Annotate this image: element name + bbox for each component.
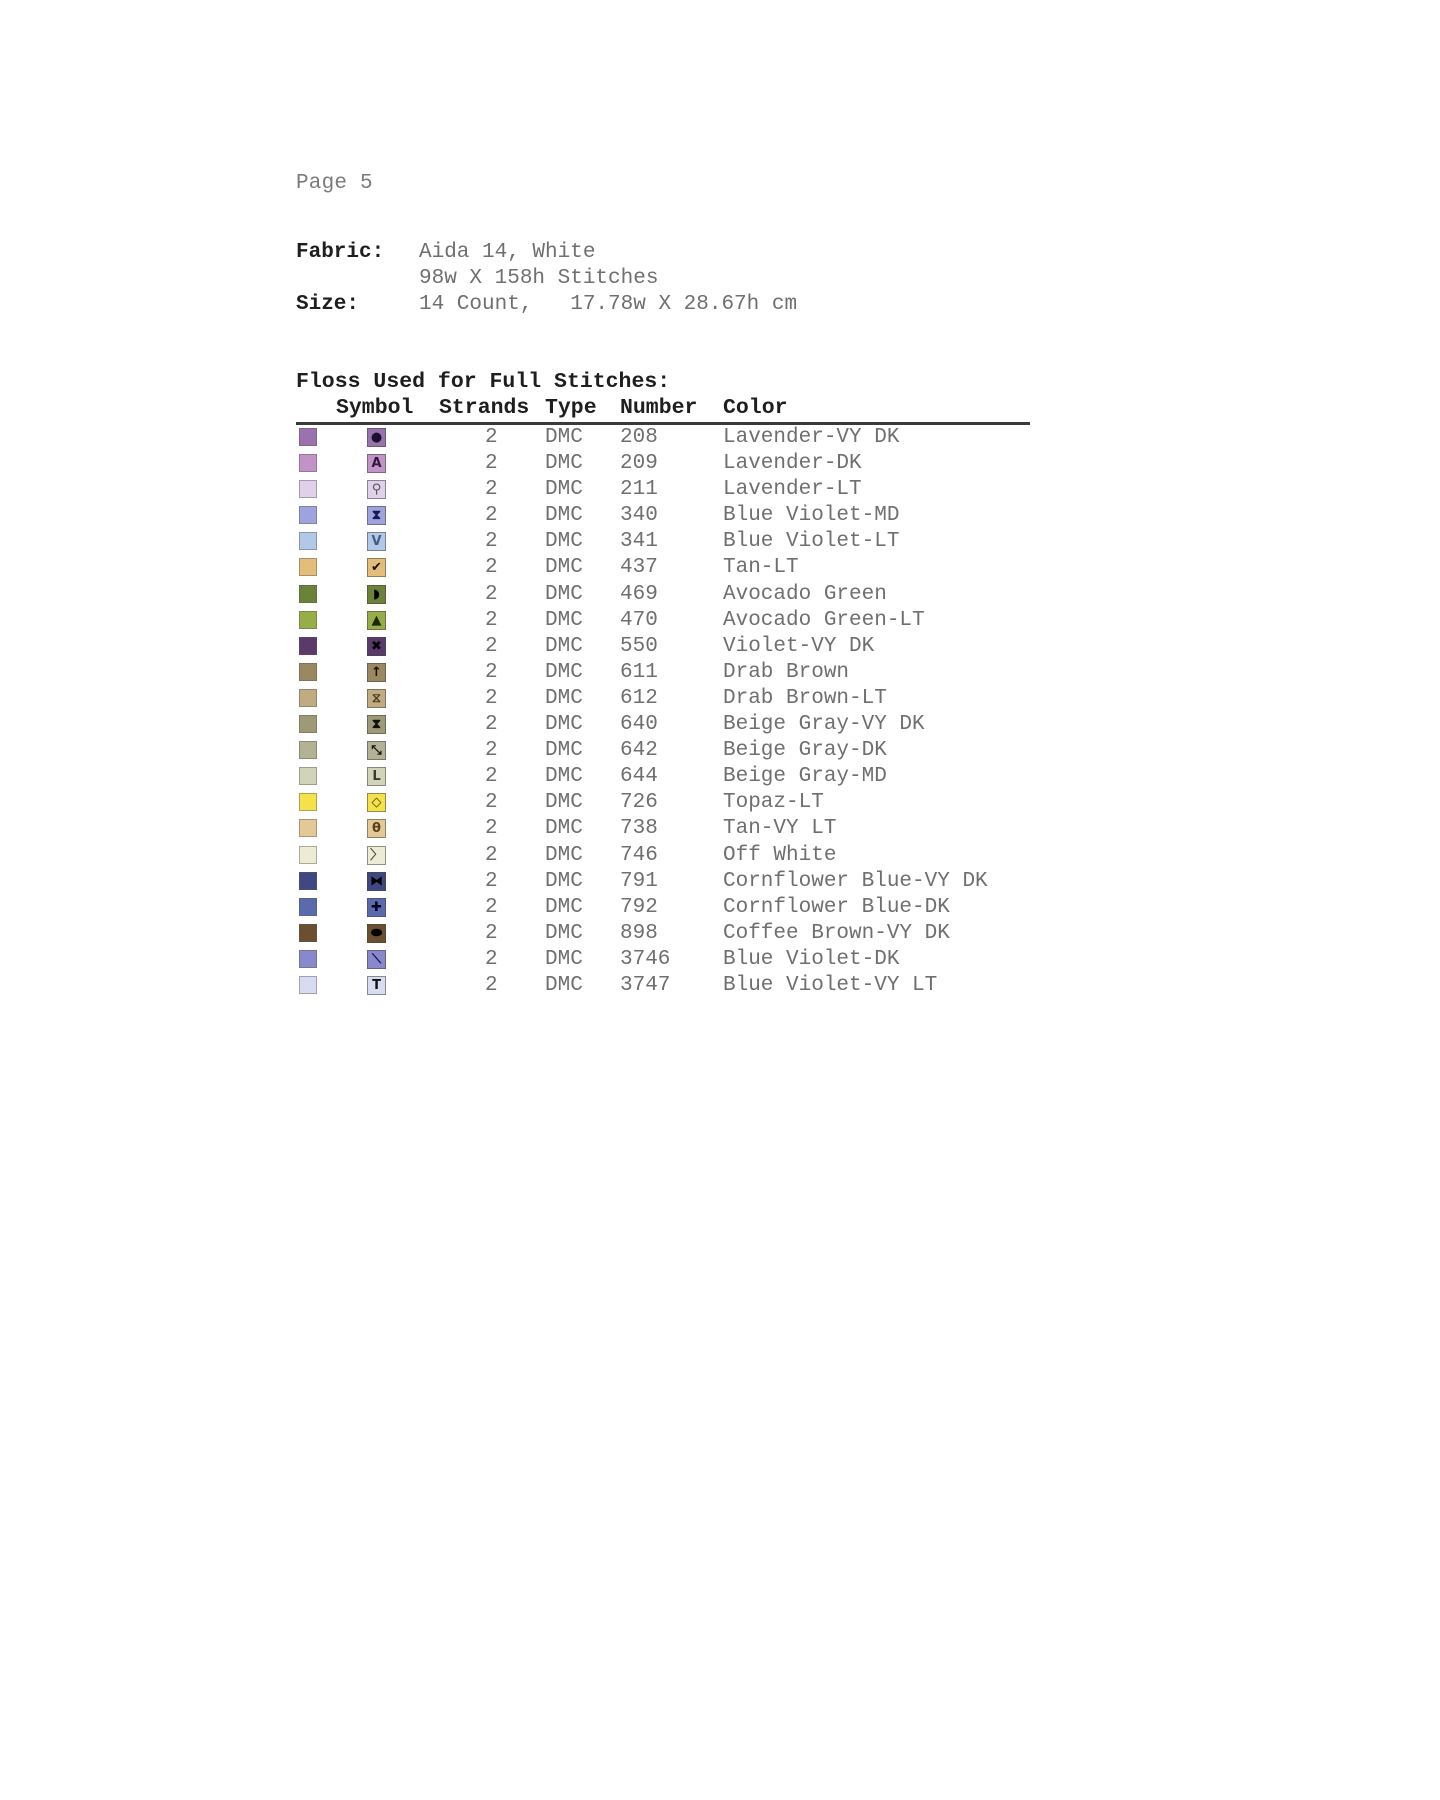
- type-cell: DMC: [545, 713, 583, 737]
- letter-v-icon: V: [367, 532, 386, 551]
- key-wand-icon: ⚲: [367, 480, 386, 499]
- strands-cell: 2: [485, 426, 498, 449]
- number-cell: 209: [620, 452, 658, 476]
- strands-cell: 2: [485, 895, 498, 919]
- color-swatch: [299, 611, 317, 629]
- strands-cell: 2: [485, 947, 498, 971]
- chevron-right-icon: 〉: [367, 846, 386, 865]
- color-name-cell: Avocado Green: [723, 582, 887, 606]
- color-name-cell: Topaz-LT: [723, 791, 824, 815]
- strands-cell: 2: [485, 739, 498, 763]
- header-color: Color: [723, 396, 788, 420]
- number-cell: 738: [620, 817, 658, 841]
- floss-table-row: [296, 973, 1030, 999]
- strands-cell: 2: [485, 530, 498, 554]
- strands-cell: 2: [485, 921, 498, 945]
- color-swatch: [299, 819, 317, 837]
- strands-cell: 2: [485, 973, 498, 997]
- color-swatch: [299, 898, 317, 916]
- color-swatch: [299, 663, 317, 681]
- size-label: Size:: [296, 293, 360, 316]
- floss-table-row: [296, 895, 1030, 921]
- color-name-cell: Avocado Green-LT: [723, 608, 925, 632]
- page-number: Page 5: [296, 172, 373, 195]
- floss-table-row: [296, 451, 1030, 477]
- bowtie-block-icon: ⧓: [367, 872, 386, 891]
- color-swatch: [299, 689, 317, 707]
- floss-table-row: [296, 529, 1030, 555]
- strands-cell: 2: [485, 608, 498, 632]
- hourglass-outline-icon: ⧖: [367, 689, 386, 708]
- color-swatch: [299, 715, 317, 733]
- color-swatch: [299, 532, 317, 550]
- number-cell: 3746: [620, 947, 671, 971]
- fabric-row: [296, 240, 797, 266]
- type-cell: DMC: [545, 660, 583, 684]
- floss-table-row: [296, 634, 1030, 660]
- letter-l-icon: L: [367, 767, 386, 786]
- type-cell: DMC: [545, 452, 583, 476]
- floss-table-row: [296, 582, 1030, 608]
- size-value: 14 Count, 17.78w X 28.67h cm: [419, 293, 798, 316]
- floss-table-body: [296, 425, 1030, 999]
- number-cell: 644: [620, 765, 658, 789]
- color-swatch: [299, 585, 317, 603]
- color-name-cell: Lavender-LT: [723, 478, 862, 502]
- number-cell: 437: [620, 556, 658, 580]
- type-cell: DMC: [545, 426, 583, 449]
- color-name-cell: Lavender-DK: [723, 452, 862, 476]
- strands-cell: 2: [485, 791, 498, 815]
- number-cell: 550: [620, 634, 658, 658]
- theta-oval-icon: θ: [367, 819, 386, 838]
- type-cell: DMC: [545, 921, 583, 945]
- type-cell: DMC: [545, 947, 583, 971]
- strands-cell: 2: [485, 869, 498, 893]
- strands-cell: 2: [485, 660, 498, 684]
- floss-table-row: [296, 790, 1030, 816]
- color-swatch: [299, 558, 317, 576]
- header-type: Type: [545, 396, 597, 420]
- strands-cell: 2: [485, 634, 498, 658]
- strands-cell: 2: [485, 843, 498, 867]
- heavy-x-icon: ✖: [367, 637, 386, 656]
- floss-table-row: [296, 425, 1030, 451]
- type-cell: DMC: [545, 973, 583, 997]
- color-swatch: [299, 767, 317, 785]
- number-cell: 640: [620, 713, 658, 737]
- stitches-value: 98w X 158h Stitches: [419, 267, 659, 290]
- number-cell: 3747: [620, 973, 671, 997]
- number-cell: 612: [620, 686, 658, 710]
- floss-table-row: [296, 764, 1030, 790]
- color-name-cell: Blue Violet-LT: [723, 530, 900, 554]
- floss-table-row: [296, 843, 1030, 869]
- strands-cell: 2: [485, 478, 498, 502]
- bowtie-x-icon: ⧗: [367, 506, 386, 525]
- size-row: [296, 292, 797, 318]
- color-swatch: [299, 950, 317, 968]
- floss-table-header: [296, 396, 1030, 422]
- floss-table-row: [296, 686, 1030, 712]
- type-cell: DMC: [545, 739, 583, 763]
- type-cell: DMC: [545, 843, 583, 867]
- color-name-cell: Beige Gray-VY DK: [723, 713, 925, 737]
- color-swatch: [299, 506, 317, 524]
- hourglass-filled-icon: ⧗: [367, 715, 386, 734]
- color-name-cell: Blue Violet-MD: [723, 504, 900, 528]
- color-name-cell: Beige Gray-MD: [723, 765, 887, 789]
- floss-table-row: [296, 869, 1030, 895]
- floss-table-row: [296, 712, 1030, 738]
- number-cell: 791: [620, 869, 658, 893]
- number-cell: 642: [620, 739, 658, 763]
- color-name-cell: Lavender-VY DK: [723, 426, 900, 449]
- half-circle-icon: ◗: [367, 585, 386, 604]
- type-cell: DMC: [545, 791, 583, 815]
- strands-cell: 2: [485, 765, 498, 789]
- pin-diagonal-icon: ⟍: [367, 950, 386, 969]
- floss-section-title: Floss Used for Full Stitches:: [296, 370, 671, 394]
- triangle-outline-icon: ▲: [367, 611, 386, 630]
- fabric-info-block: [296, 240, 797, 318]
- floss-table-row: [296, 921, 1030, 947]
- color-swatch: [299, 428, 317, 446]
- stitches-row: [296, 266, 797, 292]
- color-name-cell: Coffee Brown-VY DK: [723, 921, 950, 945]
- fabric-label: Fabric:: [296, 241, 385, 264]
- floss-table-row: [296, 477, 1030, 503]
- type-cell: DMC: [545, 686, 583, 710]
- dumbbell-diagonal-icon: ⤡: [367, 741, 386, 760]
- color-swatch: [299, 924, 317, 942]
- color-name-cell: Drab Brown: [723, 660, 850, 684]
- floss-table-row: [296, 947, 1030, 973]
- color-name-cell: Beige Gray-DK: [723, 739, 887, 763]
- color-name-cell: Blue Violet-DK: [723, 947, 900, 971]
- floss-table-row: [296, 503, 1030, 529]
- number-cell: 340: [620, 504, 658, 528]
- number-cell: 211: [620, 478, 658, 502]
- type-cell: DMC: [545, 869, 583, 893]
- diamond-outline-icon: ◇: [367, 793, 386, 812]
- header-symbol: Symbol: [336, 396, 414, 420]
- color-name-cell: Tan-VY LT: [723, 817, 837, 841]
- fabric-value: Aida 14, White: [419, 241, 596, 264]
- color-name-cell: Violet-VY DK: [723, 634, 875, 658]
- number-cell: 746: [620, 843, 658, 867]
- letter-a-icon: A: [367, 454, 386, 473]
- number-cell: 470: [620, 608, 658, 632]
- color-swatch: [299, 741, 317, 759]
- strands-cell: 2: [485, 504, 498, 528]
- strands-cell: 2: [485, 582, 498, 606]
- color-name-cell: Cornflower Blue-DK: [723, 895, 950, 919]
- floss-table-row: [296, 608, 1030, 634]
- number-cell: 726: [620, 791, 658, 815]
- color-swatch: [299, 480, 317, 498]
- color-name-cell: Blue Violet-VY LT: [723, 973, 938, 997]
- color-name-cell: Drab Brown-LT: [723, 686, 887, 710]
- color-swatch: [299, 872, 317, 890]
- color-name-cell: Tan-LT: [723, 556, 799, 580]
- color-swatch: [299, 637, 317, 655]
- color-name-cell: Off White: [723, 843, 837, 867]
- floss-table-row: [296, 738, 1030, 764]
- color-name-cell: Cornflower Blue-VY DK: [723, 869, 988, 893]
- color-swatch: [299, 846, 317, 864]
- diagonal-oval-icon: ⬬: [367, 924, 386, 943]
- type-cell: DMC: [545, 478, 583, 502]
- number-cell: 898: [620, 921, 658, 945]
- floss-table-row: [296, 555, 1030, 581]
- header-strands: Strands: [439, 396, 530, 420]
- plus-icon: ✚: [367, 898, 386, 917]
- type-cell: DMC: [545, 582, 583, 606]
- type-cell: DMC: [545, 765, 583, 789]
- arrow-up-icon: ↑: [367, 663, 386, 682]
- color-swatch: [299, 454, 317, 472]
- number-cell: 792: [620, 895, 658, 919]
- strands-cell: 2: [485, 556, 498, 580]
- strands-cell: 2: [485, 817, 498, 841]
- floss-table-row: [296, 816, 1030, 842]
- type-cell: DMC: [545, 504, 583, 528]
- letter-t-icon: T: [367, 976, 386, 995]
- floss-table-row: [296, 660, 1030, 686]
- header-number: Number: [620, 396, 698, 420]
- type-cell: DMC: [545, 530, 583, 554]
- type-cell: DMC: [545, 895, 583, 919]
- number-cell: 469: [620, 582, 658, 606]
- strands-cell: 2: [485, 452, 498, 476]
- strands-cell: 2: [485, 713, 498, 737]
- type-cell: DMC: [545, 634, 583, 658]
- strands-cell: 2: [485, 686, 498, 710]
- number-cell: 611: [620, 660, 658, 684]
- type-cell: DMC: [545, 608, 583, 632]
- stitches-label-spacer: [296, 266, 419, 292]
- checkmark-icon: ✔: [367, 558, 386, 577]
- color-swatch: [299, 793, 317, 811]
- type-cell: DMC: [545, 556, 583, 580]
- type-cell: DMC: [545, 817, 583, 841]
- number-cell: 341: [620, 530, 658, 554]
- filled-dot-icon: ●: [367, 428, 386, 447]
- color-swatch: [299, 976, 317, 994]
- number-cell: 208: [620, 426, 658, 449]
